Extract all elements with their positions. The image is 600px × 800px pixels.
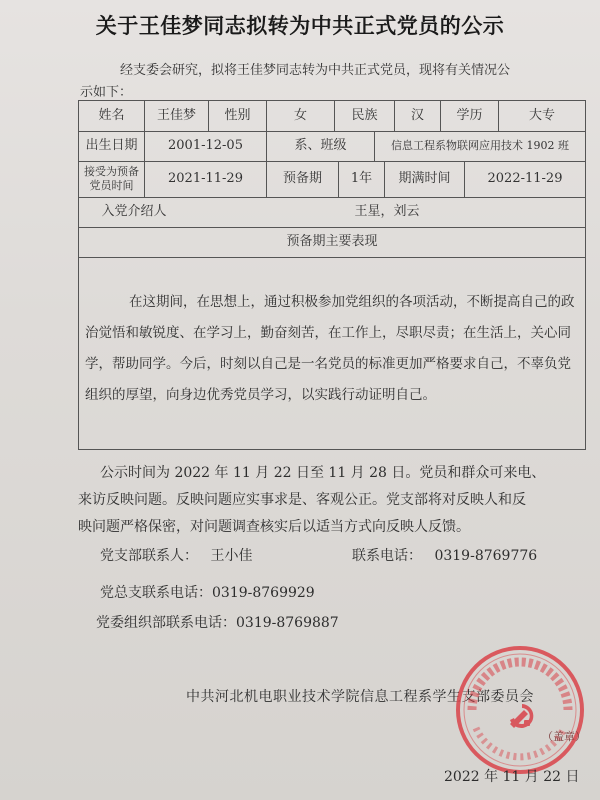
announcement-line-2: 来访反映问题。反映问题应实事求是、客观公正。党支部将对反映人和反	[78, 492, 526, 508]
probation-end-label: 期满时间	[385, 161, 465, 197]
intro-paragraph	[80, 60, 572, 104]
introducers-label: 入党介绍人	[101, 204, 167, 219]
seal-note: （盖章）	[542, 730, 586, 743]
table-row-performance-header	[79, 227, 585, 258]
probation-period-value: 1年	[339, 161, 385, 197]
ethnicity-value: 汉	[395, 101, 441, 131]
org-dept-phone: 党委组织部联系电话：0319-8769887	[96, 615, 339, 631]
intro-line-2: 示如下：	[80, 85, 133, 100]
education-value: 大专	[528, 108, 555, 123]
announcement-line-3: 映问题严格保密，对问题调查核实后以适当方式向反映人反馈。	[78, 519, 470, 535]
performance-text: 在这期间，在思想上，通过积极参加党组织的各项活动，不断提高自己的政治觉悟和敏锐度、在学习上，勤奋刻苦，在工作上，尽职尽责；在生活上，关心同学，帮助同学。今后，时刻以自己是一名党员的标准更加严格要求自己，不辜负党组织的厚望，向身边优秀党员学习，以实践行动证明自己。	[85, 294, 575, 403]
official-seal	[452, 642, 588, 778]
announcement-line-1: 公示时间为 2022 年 11 月 22 日至 11 月 28 日。党员和群众可来电、	[100, 465, 546, 481]
birth-label: 出生日期	[79, 131, 145, 161]
intro-line-1: 经支委会研究，拟将王佳梦同志转为中共正式党员，现将有关情况公	[120, 63, 511, 78]
branch-contact-label: 党支部联系人：	[100, 548, 198, 564]
name-value: 王佳梦	[145, 101, 209, 131]
issue-date: 2022 年 11 月 22 日	[444, 769, 580, 785]
branch-phone-label: 联系电话：	[352, 548, 422, 564]
probation-start-value: 2021-11-29	[145, 161, 267, 197]
introducers-value: 王星，刘云	[354, 204, 420, 219]
branch-contact	[100, 545, 252, 565]
dept-value: 信息工程系物联网应用技术 1902 班	[391, 139, 569, 152]
member-info-table	[78, 100, 586, 450]
table-row-birth	[79, 131, 585, 162]
table-row-probation	[79, 161, 585, 198]
probation-start-label: 接受为预备党员时间	[79, 161, 145, 197]
table-row-introducers	[79, 197, 585, 228]
announcement-paragraph	[78, 460, 578, 541]
performance-section	[79, 257, 585, 449]
issuing-organization: 中共河北机电职业技术学院信息工程系学生支部委员会	[186, 689, 534, 705]
branch-phone-number: 0319-8769776	[434, 548, 538, 564]
performance-header: 预备期主要表现	[286, 234, 378, 249]
dept-label: 系、班级	[267, 131, 375, 161]
general-branch-phone: 党总支联系电话：0319-8769929	[100, 585, 315, 601]
education-label: 学历	[441, 101, 499, 131]
gender-value: 女	[267, 101, 335, 131]
probation-period-label: 预备期	[267, 161, 339, 197]
probation-end-value: 2022-11-29	[487, 171, 563, 186]
name-label: 姓名	[79, 101, 145, 131]
birth-value: 2001-12-05	[145, 131, 267, 161]
branch-phone	[352, 545, 537, 565]
table-row-basic	[79, 101, 585, 132]
gender-label: 性别	[209, 101, 267, 131]
ethnicity-label: 民族	[335, 101, 395, 131]
document-title: 关于王佳梦同志拟转为中共正式党员的公示	[95, 14, 505, 38]
branch-contact-name: 王小佳	[210, 548, 253, 564]
